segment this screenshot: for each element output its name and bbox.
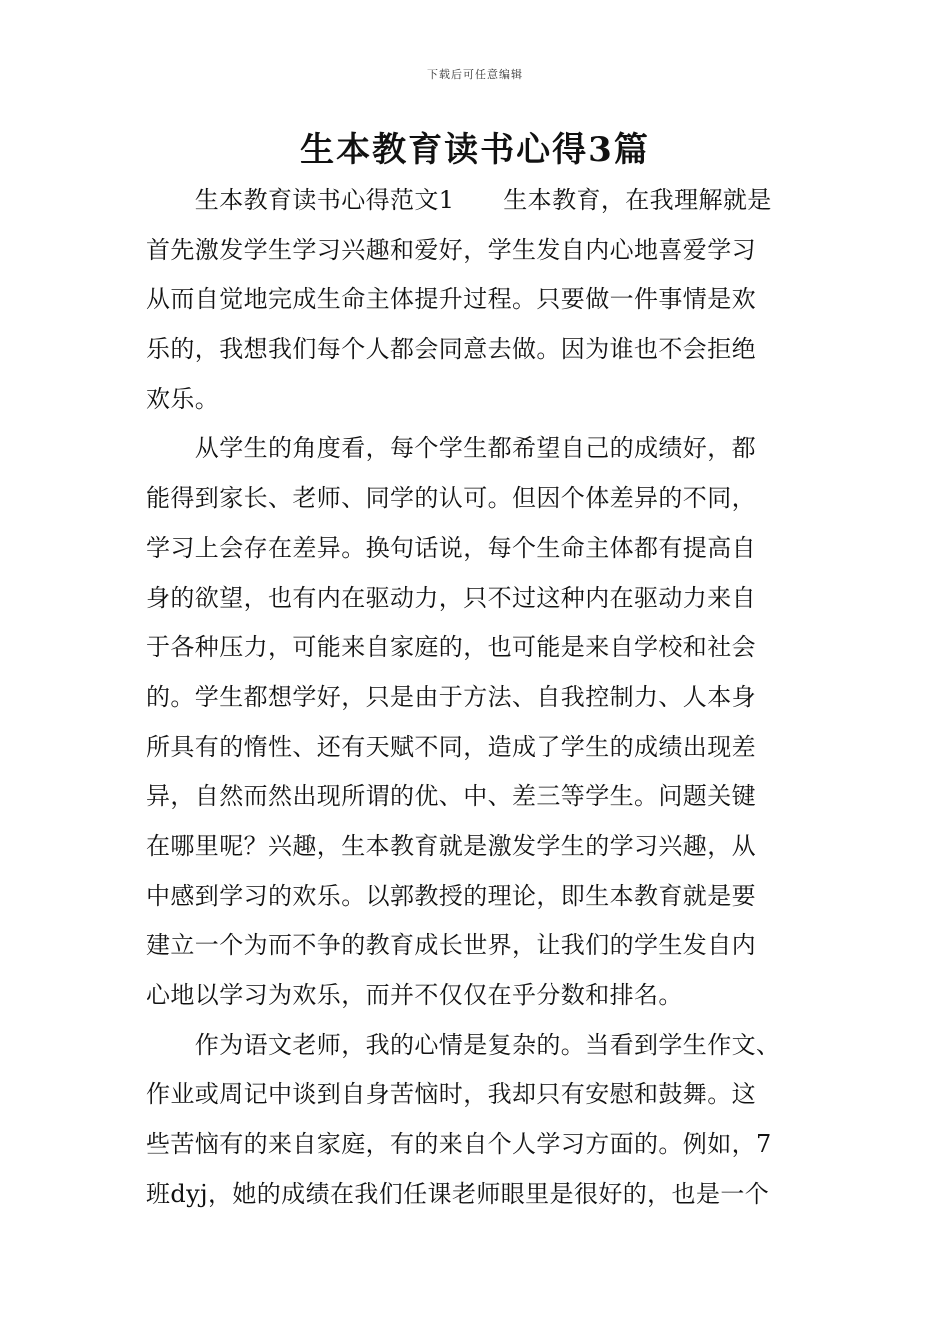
text-line: 学习上会存在差异。换句话说，每个生命主体都有提高自 bbox=[146, 533, 756, 562]
text-line: 些苦恼有的来自家庭，有的来自个人学习方面的。例如，7 bbox=[146, 1130, 772, 1159]
text-line: 于各种压力，可能来自家庭的，也可能是来自学校和社会 bbox=[146, 633, 756, 662]
text-line: 欢乐。 bbox=[146, 384, 220, 413]
text-line: 的。学生都想学好，只是由于方法、自我控制力、人本身 bbox=[146, 682, 756, 711]
text-line: 班dyj，她的成绩在我们任课老师眼里是很好的，也是一个 bbox=[146, 1179, 770, 1208]
text-line: 乐的，我想我们每个人都会同意去做。因为谁也不会拒绝 bbox=[146, 335, 756, 364]
text-line: 中感到学习的欢乐。以郭教授的理论，即生本教育就是要 bbox=[146, 881, 756, 910]
text-line: 作业或周记中谈到自身苦恼时，我却只有安慰和鼓舞。这 bbox=[146, 1080, 756, 1109]
text-line: 作为语文老师，我的心情是复杂的。当看到学生作文、 bbox=[146, 1030, 781, 1059]
text-line: 生本教育读书心得范文1 生本教育，在我理解就是 bbox=[146, 186, 772, 214]
text-line: 从而自觉地完成生命主体提升过程。只要做一件事情是欢 bbox=[146, 285, 756, 314]
text-line: 异，自然而然出现所谓的优、中、差三等学生。问题关键 bbox=[146, 782, 756, 811]
text-line: 能得到家长、老师、同学的认可。但因个体差异的不同， bbox=[146, 484, 756, 513]
document-title: 生本教育读书心得3篇 bbox=[300, 130, 650, 170]
text-line: 所具有的惰性、还有天赋不同，造成了学生的成绩出现差 bbox=[146, 732, 756, 761]
header-note: 下载后可任意编辑 bbox=[427, 68, 523, 81]
text-line: 身的欲望，也有内在驱动力，只不过这种内在驱动力来自 bbox=[146, 583, 756, 612]
text-line: 在哪里呢？兴趣，生本教育就是激发学生的学习兴趣，从 bbox=[146, 831, 756, 860]
document-body bbox=[146, 176, 808, 1219]
text-line: 首先激发学生学习兴趣和爱好，学生发自内心地喜爱学习 bbox=[146, 235, 756, 264]
text-line: 建立一个为而不争的教育成长世界，让我们的学生发自内 bbox=[146, 931, 756, 960]
text-line: 从学生的角度看，每个学生都希望自己的成绩好，都 bbox=[146, 434, 756, 463]
text-line: 心地以学习为欢乐，而并不仅仅在乎分数和排名。 bbox=[146, 981, 683, 1009]
